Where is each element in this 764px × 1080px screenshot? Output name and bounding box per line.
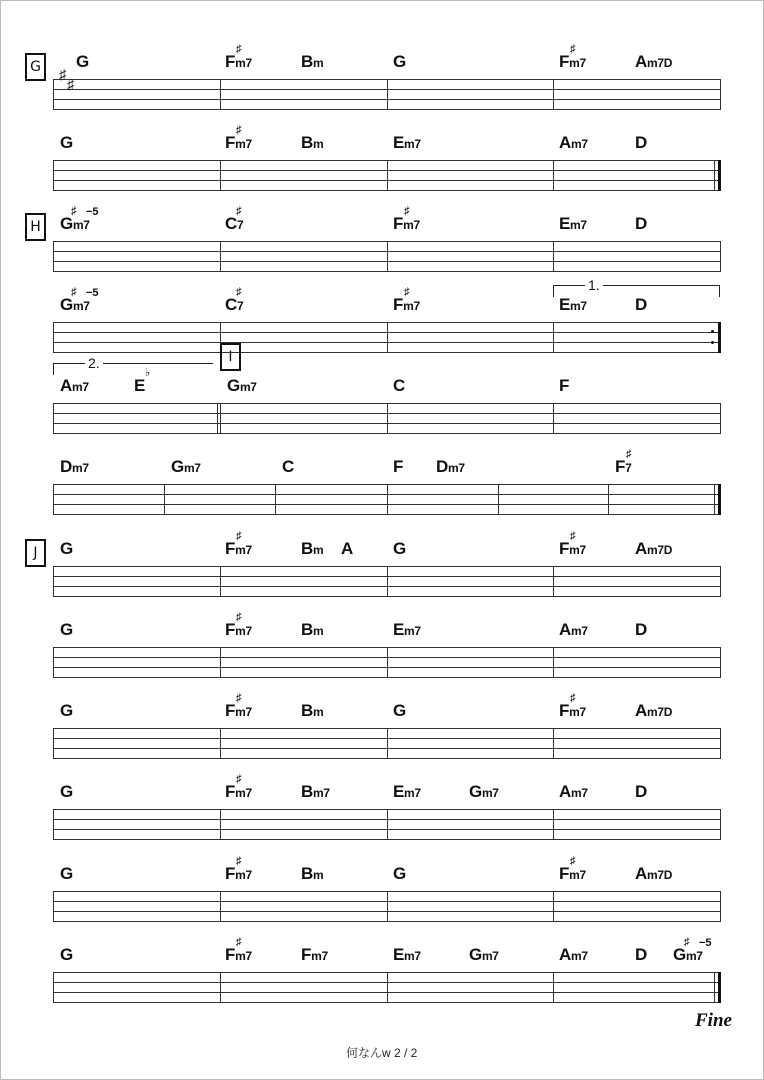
- chord-root: F: [225, 782, 236, 801]
- chord-root: F: [559, 539, 570, 558]
- chord-symbol: [469, 945, 499, 966]
- page-footer: 何なんw 2 / 2: [346, 1046, 418, 1060]
- bar-line: [53, 322, 54, 353]
- chord-quality: m7: [71, 380, 89, 394]
- chord-symbol: [225, 133, 252, 154]
- chord-quality: m7: [570, 218, 587, 232]
- bar-line: [53, 647, 54, 678]
- bar-line: [387, 322, 388, 353]
- bar-line: [553, 322, 554, 353]
- chord-root: D: [436, 457, 448, 476]
- ending-number: 2.: [85, 356, 103, 370]
- chord-root: C: [393, 376, 405, 395]
- chord-quality: m7: [404, 949, 421, 963]
- chord-symbol: [559, 133, 588, 154]
- fine-marking: Fine: [695, 1010, 732, 1031]
- bar-line-end: [720, 809, 721, 840]
- chord-root: F: [559, 864, 570, 883]
- chord-root: E: [559, 214, 571, 233]
- chord-root: D: [635, 782, 647, 801]
- chord-quality: m7: [404, 624, 421, 638]
- chord-root: F: [225, 133, 236, 152]
- bar-line: [220, 241, 221, 272]
- chord-root: E: [559, 295, 571, 314]
- chord-symbol: [615, 457, 631, 478]
- chord-quality: m7D: [646, 705, 673, 719]
- chord-root: A: [559, 620, 571, 639]
- chord-quality: m7: [72, 218, 90, 232]
- bar-line: [220, 403, 221, 434]
- chord-quality: m7: [235, 949, 252, 963]
- sharp-icon: ♯: [404, 286, 410, 298]
- bar-line: [387, 79, 388, 110]
- repeat-end-bar: [718, 322, 721, 353]
- sharp-icon: ♯: [71, 205, 77, 217]
- chord-root: E: [134, 376, 146, 395]
- chord-root: C: [225, 214, 237, 233]
- first-ending-bracket: [553, 285, 720, 286]
- bar-line: [53, 79, 54, 110]
- chord-quality: m7: [569, 868, 586, 882]
- chord-root: E: [393, 620, 405, 639]
- final-bar-line: [714, 972, 715, 1003]
- bar-line: [53, 972, 54, 1003]
- bar-line: [387, 403, 388, 434]
- bar-line-end: [720, 891, 721, 922]
- chord-symbol: [393, 376, 405, 396]
- chord-symbol: [393, 782, 421, 803]
- sharp-icon: ♯: [626, 448, 632, 460]
- sharp-icon: ♯: [236, 855, 242, 867]
- chord-symbol: [393, 701, 406, 721]
- chord-quality: 7: [236, 299, 244, 313]
- bar-line-end: [720, 566, 721, 597]
- chord-root: B: [301, 620, 313, 639]
- bar-line-end: [720, 728, 721, 759]
- rehearsal-mark: I: [220, 343, 241, 371]
- chord-symbol: [635, 945, 647, 965]
- chord-quality: m7: [235, 56, 252, 70]
- chord-symbol: [301, 620, 323, 641]
- chord-root: E: [393, 782, 405, 801]
- chord-root: F: [559, 376, 570, 395]
- sharp-icon: ♯: [570, 692, 576, 704]
- bar-line: [498, 484, 499, 515]
- chord-root: G: [393, 701, 406, 720]
- chord-quality: m: [312, 543, 324, 557]
- chord-root: A: [559, 133, 571, 152]
- bar-line: [164, 484, 165, 515]
- chord-root: F: [615, 457, 626, 476]
- bar-line: [387, 972, 388, 1003]
- chord-root: B: [301, 782, 313, 801]
- final-bar-line: [718, 484, 721, 515]
- chord-symbol: [60, 620, 73, 640]
- chord-symbol: [60, 782, 73, 802]
- chord-symbol: [225, 782, 252, 803]
- sharp-icon: ♯: [236, 124, 242, 136]
- bar-line: [553, 403, 554, 434]
- chord-root: G: [76, 52, 89, 71]
- chord-symbol: [225, 620, 252, 641]
- repeat-dot: [711, 330, 714, 333]
- chord-symbol: [635, 864, 672, 885]
- rehearsal-mark: G: [25, 53, 46, 81]
- chord-quality: m: [312, 868, 324, 882]
- chord-quality: m7D: [646, 543, 673, 557]
- bar-line: [387, 891, 388, 922]
- chord-symbol: [225, 539, 252, 560]
- chord-quality: m7: [235, 624, 252, 638]
- chord-root: E: [393, 133, 405, 152]
- flat-icon: ♭: [145, 367, 151, 379]
- sharp-icon: ♯: [236, 936, 242, 948]
- chord-quality: m7: [404, 786, 421, 800]
- bar-line: [553, 809, 554, 840]
- chord-root: G: [60, 214, 73, 233]
- final-bar-line: [718, 972, 721, 1003]
- bar-line: [387, 647, 388, 678]
- bar-line: [53, 484, 54, 515]
- bar-line: [387, 809, 388, 840]
- chord-symbol: [635, 295, 647, 315]
- bar-line: [53, 809, 54, 840]
- chord-root: A: [341, 539, 353, 558]
- sharp-icon: ♯: [71, 286, 77, 298]
- chord-symbol: [227, 376, 257, 397]
- chord-symbol: [393, 133, 421, 154]
- bar-line: [553, 566, 554, 597]
- rehearsal-mark: J: [25, 539, 46, 567]
- chord-quality: m7: [404, 137, 421, 151]
- sharp-icon: ♯: [236, 286, 242, 298]
- chord-symbol: [60, 376, 89, 397]
- bar-line: [553, 79, 554, 110]
- chord-root: F: [225, 620, 236, 639]
- bar-line: [387, 728, 388, 759]
- sharp-icon: ♯: [236, 530, 242, 542]
- chord-quality: m7: [570, 949, 588, 963]
- chord-quality: m7: [570, 299, 587, 313]
- chord-quality: m7: [403, 299, 420, 313]
- sharp-icon: ♯: [59, 66, 66, 82]
- chord-quality: 7: [625, 461, 632, 475]
- chord-root: G: [60, 295, 73, 314]
- chord-quality: m7: [235, 705, 252, 719]
- bar-line: [220, 647, 221, 678]
- bar-line: [53, 403, 54, 434]
- chord-root: G: [60, 864, 73, 883]
- chord-quality: m7: [311, 949, 328, 963]
- chord-root: D: [635, 945, 647, 964]
- chord-symbol: [559, 539, 586, 560]
- bar-line: [53, 241, 54, 272]
- chord-root: F: [301, 945, 312, 964]
- chord-quality: m7: [570, 624, 588, 638]
- bar-line: [387, 484, 388, 515]
- chord-symbol: [559, 376, 569, 396]
- chord-symbol: [559, 701, 586, 722]
- chord-quality: m7: [235, 868, 252, 882]
- chord-root: G: [673, 945, 686, 964]
- chord-symbol: [301, 539, 323, 560]
- chord-symbol: [76, 52, 89, 72]
- bar-line-end: [720, 403, 721, 434]
- chord-symbol: [559, 620, 588, 641]
- chord-symbol: [301, 701, 323, 722]
- chord-quality: m7D: [646, 56, 673, 70]
- chord-quality: m7: [183, 461, 201, 475]
- bar-line: [220, 972, 221, 1003]
- bar-line: [53, 891, 54, 922]
- chord-root: A: [635, 539, 647, 558]
- chord-root: A: [635, 52, 647, 71]
- chord-symbol: [436, 457, 465, 478]
- chord-extension: −5: [86, 206, 99, 218]
- chord-root: F: [393, 295, 404, 314]
- chord-symbol: [60, 945, 73, 965]
- chord-root: B: [301, 133, 313, 152]
- sharp-icon: ♯: [684, 936, 690, 948]
- bar-line: [553, 647, 554, 678]
- first-ending-bracket: [719, 285, 720, 297]
- bar-line-end: [720, 79, 721, 110]
- bar-line: [220, 79, 221, 110]
- final-bar-line: [718, 160, 721, 191]
- chord-symbol: [393, 539, 406, 559]
- chord-root: B: [301, 539, 313, 558]
- chord-symbol: [559, 945, 588, 966]
- chord-quality: m: [312, 624, 324, 638]
- chord-root: G: [60, 945, 73, 964]
- chord-symbol: [393, 945, 421, 966]
- chord-root: F: [393, 457, 404, 476]
- bar-line: [53, 728, 54, 759]
- chord-symbol: [225, 295, 243, 316]
- sharp-icon: ♯: [570, 530, 576, 542]
- chord-symbol: [469, 782, 499, 803]
- chord-symbol: [60, 701, 73, 721]
- chord-quality: m7: [447, 461, 465, 475]
- chord-root: F: [225, 945, 236, 964]
- bar-line: [387, 160, 388, 191]
- bar-line: [220, 809, 221, 840]
- chord-root: F: [393, 214, 404, 233]
- chord-quality: m7: [235, 543, 252, 557]
- sharp-icon: ♯: [236, 692, 242, 704]
- chord-root: B: [301, 701, 313, 720]
- chord-root: G: [60, 701, 73, 720]
- chord-symbol: [393, 457, 403, 477]
- bar-line: [220, 160, 221, 191]
- chord-root: G: [393, 52, 406, 71]
- chord-quality: 7: [236, 218, 244, 232]
- chord-quality: m7: [569, 543, 586, 557]
- chord-quality: m7D: [646, 868, 673, 882]
- bar-line: [553, 241, 554, 272]
- chord-root: D: [635, 620, 647, 639]
- chord-root: E: [393, 945, 405, 964]
- chord-symbol: [635, 214, 647, 234]
- sharp-icon: ♯: [236, 611, 242, 623]
- chord-quality: m7: [569, 56, 586, 70]
- chord-symbol: [393, 295, 420, 316]
- chord-root: A: [635, 701, 647, 720]
- chord-root: D: [60, 457, 72, 476]
- repeat-dot: [711, 341, 714, 344]
- sharp-icon: ♯: [570, 43, 576, 55]
- chord-symbol: [559, 295, 587, 316]
- chord-symbol: [393, 864, 406, 884]
- final-bar-line: [714, 160, 715, 191]
- chord-symbol: [225, 214, 243, 235]
- bar-line: [53, 160, 54, 191]
- chord-quality: m7: [235, 137, 252, 151]
- chord-symbol: [559, 52, 586, 73]
- rehearsal-mark: H: [25, 213, 46, 241]
- chord-root: G: [60, 782, 73, 801]
- chord-symbol: [635, 52, 672, 73]
- chord-root: G: [60, 133, 73, 152]
- bar-line-end: [720, 241, 721, 272]
- chord-symbol: [60, 133, 73, 153]
- chord-root: F: [225, 539, 236, 558]
- second-ending-bracket: [53, 363, 213, 364]
- sharp-icon: ♯: [67, 76, 74, 92]
- chord-symbol: [393, 52, 406, 72]
- chord-symbol: [60, 539, 73, 559]
- bar-line: [220, 891, 221, 922]
- chord-quality: m7: [72, 299, 90, 313]
- chord-symbol: [559, 214, 587, 235]
- chord-root: G: [171, 457, 184, 476]
- bar-line: [553, 972, 554, 1003]
- chord-symbol: [301, 52, 323, 73]
- chord-symbol: [635, 620, 647, 640]
- bar-line: [608, 484, 609, 515]
- chord-quality: m7: [235, 786, 252, 800]
- chord-root: A: [559, 782, 571, 801]
- chord-root: F: [225, 52, 236, 71]
- chord-symbol: [635, 782, 647, 802]
- chord-root: F: [225, 864, 236, 883]
- chord-root: F: [559, 701, 570, 720]
- chord-root: D: [635, 133, 647, 152]
- chord-root: G: [469, 945, 482, 964]
- chord-symbol: [60, 457, 89, 478]
- chord-quality: m7: [569, 705, 586, 719]
- chord-symbol: [393, 620, 421, 641]
- bar-line: [553, 728, 554, 759]
- chord-quality: m7: [570, 786, 588, 800]
- sharp-icon: ♯: [236, 773, 242, 785]
- sharp-icon: ♯: [570, 855, 576, 867]
- chord-quality: m7: [312, 786, 330, 800]
- ending-number: 1.: [585, 278, 603, 292]
- chord-symbol: [60, 864, 73, 884]
- chord-symbol: [301, 945, 328, 966]
- chord-root: D: [635, 214, 647, 233]
- bar-line: [553, 891, 554, 922]
- chord-root: F: [559, 52, 570, 71]
- chord-symbol: [282, 457, 294, 477]
- final-bar-line: [714, 484, 715, 515]
- chord-root: B: [301, 52, 313, 71]
- chord-quality: m7: [71, 461, 89, 475]
- chord-symbol: [301, 133, 323, 154]
- bar-line: [220, 566, 221, 597]
- chord-root: G: [60, 620, 73, 639]
- chord-root: C: [282, 457, 294, 476]
- chord-quality: m: [312, 137, 324, 151]
- bar-line-end: [720, 647, 721, 678]
- chord-quality: m: [312, 705, 324, 719]
- sharp-icon: ♯: [236, 43, 242, 55]
- chord-quality: m: [312, 56, 324, 70]
- chord-symbol: [134, 376, 145, 396]
- sharp-icon: ♯: [236, 205, 242, 217]
- chord-symbol: [301, 864, 323, 885]
- chord-root: A: [635, 864, 647, 883]
- bar-line: [53, 566, 54, 597]
- chord-root: B: [301, 864, 313, 883]
- chord-quality: m7: [481, 786, 499, 800]
- chord-symbol: [301, 782, 330, 803]
- chord-extension: −5: [86, 287, 99, 299]
- chord-root: G: [227, 376, 240, 395]
- chord-quality: m7: [570, 137, 588, 151]
- chord-root: G: [393, 864, 406, 883]
- chord-symbol: [225, 52, 252, 73]
- chord-quality: m7: [403, 218, 420, 232]
- chord-root: G: [393, 539, 406, 558]
- chord-root: D: [635, 295, 647, 314]
- second-ending-bracket: [53, 363, 54, 375]
- bar-line: [387, 241, 388, 272]
- chord-extension: −5: [699, 937, 712, 949]
- chord-quality: m7: [685, 949, 703, 963]
- chord-symbol: [635, 539, 672, 560]
- chord-symbol: [225, 945, 252, 966]
- sharp-icon: ♯: [404, 205, 410, 217]
- chord-root: A: [60, 376, 72, 395]
- double-bar-line: [217, 403, 218, 434]
- chord-symbol: [393, 214, 420, 235]
- chord-quality: m7: [481, 949, 499, 963]
- chord-root: G: [469, 782, 482, 801]
- bar-line: [220, 728, 221, 759]
- chord-symbol: [225, 701, 252, 722]
- chord-symbol: [635, 133, 647, 153]
- chord-root: C: [225, 295, 237, 314]
- bar-line: [387, 566, 388, 597]
- chord-symbol: [559, 782, 588, 803]
- bar-line: [275, 484, 276, 515]
- bar-line: [553, 160, 554, 191]
- first-ending-bracket: [553, 285, 554, 297]
- chord-symbol: [559, 864, 586, 885]
- chord-quality: m7: [239, 380, 257, 394]
- chord-symbol: [635, 701, 672, 722]
- chord-symbol: [341, 539, 353, 559]
- chord-symbol: [171, 457, 201, 478]
- chord-root: A: [559, 945, 571, 964]
- chord-root: F: [225, 701, 236, 720]
- chord-symbol: [225, 864, 252, 885]
- chord-root: G: [60, 539, 73, 558]
